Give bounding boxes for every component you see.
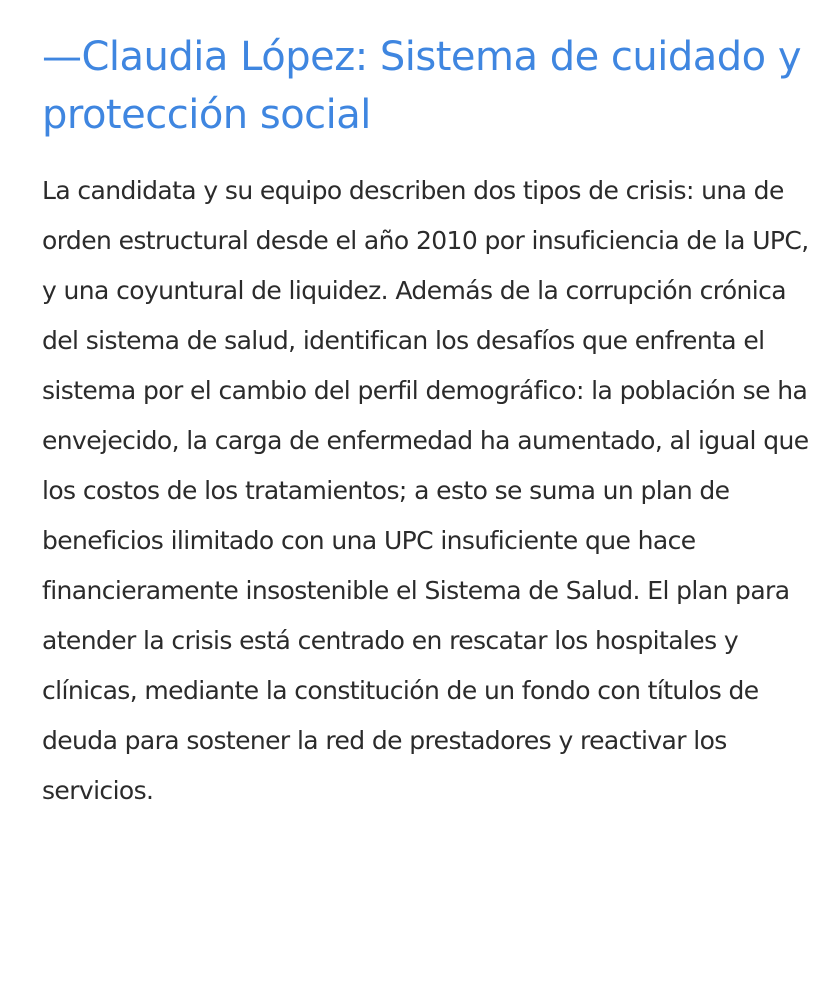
article-section bbox=[42, 28, 812, 816]
article-paragraph: La candidata y su equipo describen dos tipos de crisis: una de orden estructural desde el año 2010 por insuficiencia de la UPC, y una coyuntural de liquidez. Además de la corrupción crónica del sistema de salud, identifican los desafíos que enfrenta el sistema por el cambio del perfil demográfico: la población se ha envejecido, la carga de enfermedad ha aumentado, al igual que los costos de los tratamientos; a esto se suma un plan de beneficios ilimitado con una UPC insuficiente que hace financieramente insostenible el Sistema de Salud. El plan para atender la crisis está centrado en rescatar los hospitales y clínicas, mediante la constitución de un fondo con títulos de deuda para sostener la red de prestadores y reactivar los servicios. bbox=[42, 176, 809, 805]
section-heading: —Claudia López: Sistema de cuidado y protección social bbox=[42, 34, 802, 138]
